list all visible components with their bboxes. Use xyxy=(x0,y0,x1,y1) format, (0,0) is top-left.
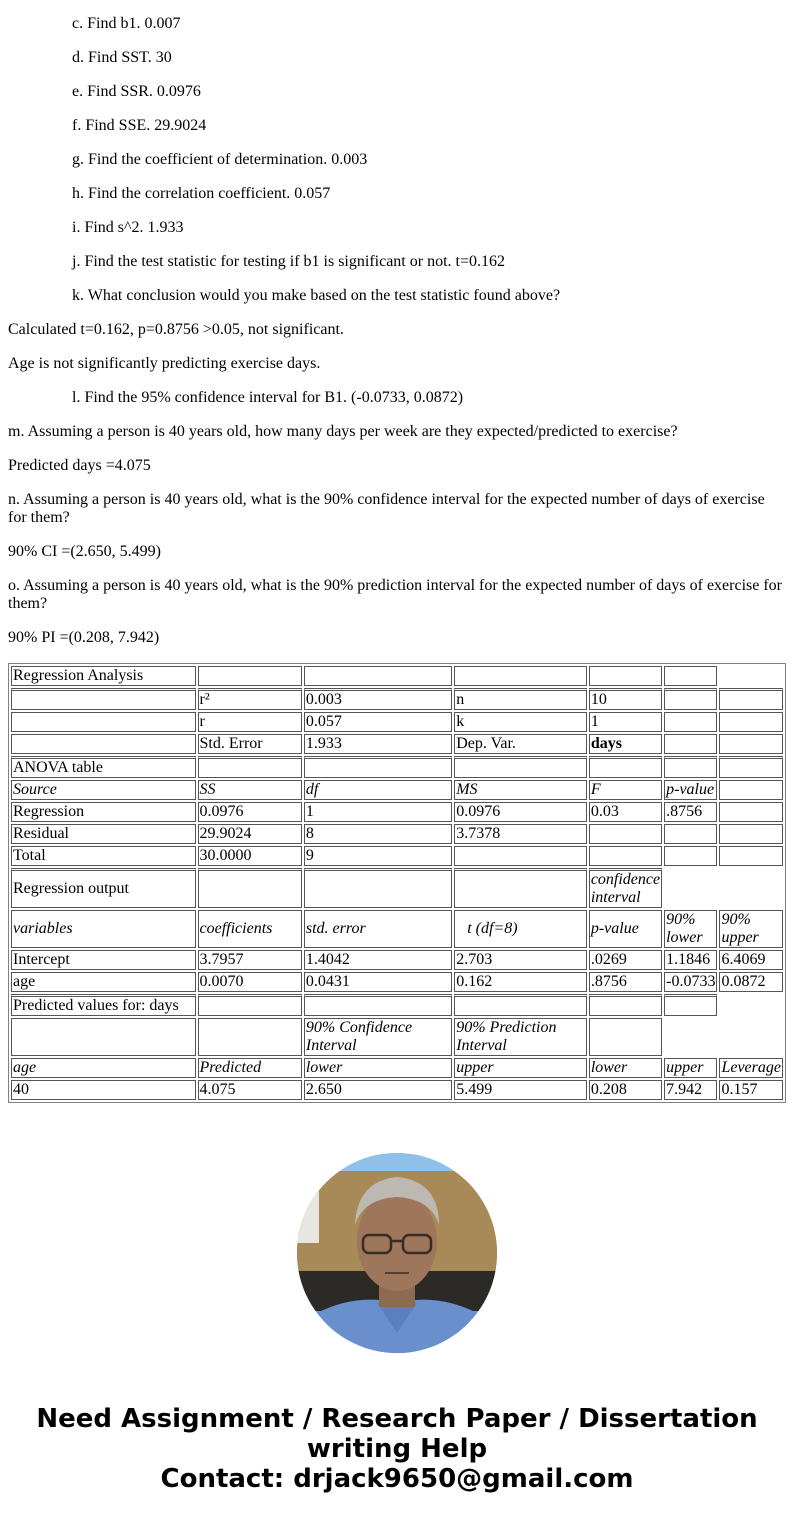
anova-cell: 1 xyxy=(304,802,452,822)
predicted-header: upper xyxy=(454,1058,587,1078)
anova-cell: 9 xyxy=(304,846,452,866)
predicted-title-row xyxy=(11,994,783,1016)
se-label: Std. Error xyxy=(198,734,302,754)
output-cell: 2.703 xyxy=(454,950,587,970)
output-cell: 6.4069 xyxy=(719,950,783,970)
n-label: n xyxy=(454,688,587,710)
r-value: 0.057 xyxy=(304,712,452,732)
anova-cell xyxy=(664,824,717,844)
output-cell: 0.0872 xyxy=(719,972,783,992)
predicted-cell: 5.499 xyxy=(454,1080,587,1100)
question-o: o. Assuming a person is 40 years old, what is the 90% prediction interval for the expected number of days of exercise for them? xyxy=(8,577,783,612)
question-h: h. Find the correlation coefficient. 0.057 xyxy=(72,185,331,202)
predicted-header: upper xyxy=(664,1058,717,1078)
predicted-header-row xyxy=(11,1058,783,1078)
anova-title: ANOVA table xyxy=(11,756,196,778)
output-header: std. error xyxy=(304,910,452,948)
question-l: l. Find the 95% confidence interval for B1. (-0.0733, 0.0872) xyxy=(72,389,464,406)
summary-row-r xyxy=(11,712,783,732)
regression-output-title: Regression output xyxy=(11,868,196,908)
predicted-header: Predicted xyxy=(198,1058,302,1078)
answer-o: 90% PI =(0.208, 7.942) xyxy=(8,629,160,646)
r-label: r xyxy=(198,712,302,732)
dep-var-value: days xyxy=(589,734,662,754)
confidence-interval-header: confidence interval xyxy=(589,868,662,908)
answer-m: Predicted days =4.075 xyxy=(8,457,151,474)
anova-cell: 29.9024 xyxy=(198,824,302,844)
dep-var-label: Dep. Var. xyxy=(454,734,587,754)
question-k: k. What conclusion would you make based on the test statistic found above? xyxy=(72,287,561,304)
question-f: f. Find SSE. 29.9024 xyxy=(72,117,207,134)
anova-cell xyxy=(454,846,587,866)
output-cell: .8756 xyxy=(589,972,662,992)
anova-cell xyxy=(664,846,717,866)
anova-header: SS xyxy=(198,780,302,800)
k-label: k xyxy=(454,712,587,732)
predicted-header: lower xyxy=(589,1058,662,1078)
table-title-row xyxy=(11,666,783,686)
promo-line-1: Need Assignment / Research Paper / Dissertation xyxy=(36,1404,758,1434)
output-cell: 3.7957 xyxy=(198,950,302,970)
output-cell: 0.0070 xyxy=(198,972,302,992)
predicted-cell: 0.208 xyxy=(589,1080,662,1100)
anova-cell: .8756 xyxy=(664,802,717,822)
anova-cell: Total xyxy=(11,846,196,866)
anova-cell: 3.7378 xyxy=(454,824,587,844)
predicted-header: lower xyxy=(304,1058,452,1078)
anova-header: MS xyxy=(454,780,587,800)
table-title: Regression Analysis xyxy=(11,666,196,686)
table-row xyxy=(11,972,783,992)
output-cell: 1.4042 xyxy=(304,950,452,970)
anova-cell: 8 xyxy=(304,824,452,844)
k-value: 1 xyxy=(589,712,662,732)
output-header: 90% lower xyxy=(664,910,717,948)
summary-row-r2 xyxy=(11,688,783,710)
output-header: coefficients xyxy=(198,910,302,948)
question-c: c. Find b1. 0.007 xyxy=(72,15,181,32)
promo-banner xyxy=(0,1404,794,1494)
predicted-cell: 2.650 xyxy=(304,1080,452,1100)
output-header: t (df=8) xyxy=(454,910,587,948)
output-cell: 0.0431 xyxy=(304,972,452,992)
question-i: i. Find s^2. 1.933 xyxy=(72,219,184,236)
se-value: 1.933 xyxy=(304,734,452,754)
person-photo-icon xyxy=(297,1153,497,1353)
regression-output-title-row xyxy=(11,868,783,908)
anova-cell xyxy=(589,846,662,866)
table-row xyxy=(11,1080,783,1100)
regression-analysis-table xyxy=(8,663,786,1103)
r2-value: 0.003 xyxy=(304,688,452,710)
answer-n: 90% CI =(2.650, 5.499) xyxy=(8,543,162,560)
question-g: g. Find the coefficient of determination. 0.003 xyxy=(72,151,368,168)
question-n: n. Assuming a person is 40 years old, what is the 90% confidence interval for the expected number of days of exercise for them? xyxy=(8,491,765,526)
question-m: m. Assuming a person is 40 years old, how many days per week are they expected/predicted to exercise? xyxy=(8,423,678,440)
ci-group-header: 90% Confidence Interval xyxy=(304,1018,452,1056)
question-d: d. Find SST. 30 xyxy=(72,49,172,66)
predicted-group-row xyxy=(11,1018,783,1056)
regression-output-header-row xyxy=(11,910,783,948)
anova-cell: Residual xyxy=(11,824,196,844)
predicted-cell: 4.075 xyxy=(198,1080,302,1100)
anova-title-row xyxy=(11,756,783,778)
predicted-header: Leverage xyxy=(719,1058,783,1078)
output-cell: 1.1846 xyxy=(664,950,717,970)
question-j: j. Find the test statistic for testing if b1 is significant or not. t=0.162 xyxy=(72,253,505,270)
output-cell: .0269 xyxy=(589,950,662,970)
anova-cell xyxy=(589,824,662,844)
anova-header: p-value xyxy=(664,780,717,800)
output-cell: 0.162 xyxy=(454,972,587,992)
predicted-header: age xyxy=(11,1058,196,1078)
promo-line-2: writing Help xyxy=(306,1434,488,1464)
answer-k-1: Calculated t=0.162, p=0.8756 >0.05, not significant. xyxy=(8,321,344,338)
predicted-title: Predicted values for: days xyxy=(11,994,196,1016)
output-cell: Intercept xyxy=(11,950,196,970)
output-header: variables xyxy=(11,910,196,948)
table-row xyxy=(11,802,783,822)
anova-cell: Regression xyxy=(11,802,196,822)
anova-header: Source xyxy=(11,780,196,800)
table-row xyxy=(11,846,783,866)
promo-contact: Contact: drjack9650@gmail.com xyxy=(160,1464,634,1494)
pi-group-header: 90% Prediction Interval xyxy=(454,1018,587,1056)
output-cell: age xyxy=(11,972,196,992)
anova-header: df xyxy=(304,780,452,800)
output-header: 90% upper xyxy=(719,910,783,948)
anova-cell: 0.0976 xyxy=(454,802,587,822)
output-cell: -0.0733 xyxy=(666,973,716,990)
output-header: p-value xyxy=(589,910,662,948)
table-row xyxy=(11,950,783,970)
anova-header-row xyxy=(11,780,783,800)
r2-label: r² xyxy=(198,688,302,710)
table-row xyxy=(11,824,783,844)
question-e: e. Find SSR. 0.0976 xyxy=(72,83,201,100)
answer-k-2: Age is not significantly predicting exercise days. xyxy=(8,355,321,372)
predicted-cell: 40 xyxy=(11,1080,196,1100)
anova-cell: 30.0000 xyxy=(198,846,302,866)
n-value: 10 xyxy=(589,688,662,710)
summary-row-se xyxy=(11,734,783,754)
predicted-cell: 7.942 xyxy=(664,1080,717,1100)
anova-header: F xyxy=(589,780,662,800)
predicted-cell: 0.157 xyxy=(719,1080,783,1100)
anova-cell: 0.0976 xyxy=(198,802,302,822)
anova-cell: 0.03 xyxy=(589,802,662,822)
